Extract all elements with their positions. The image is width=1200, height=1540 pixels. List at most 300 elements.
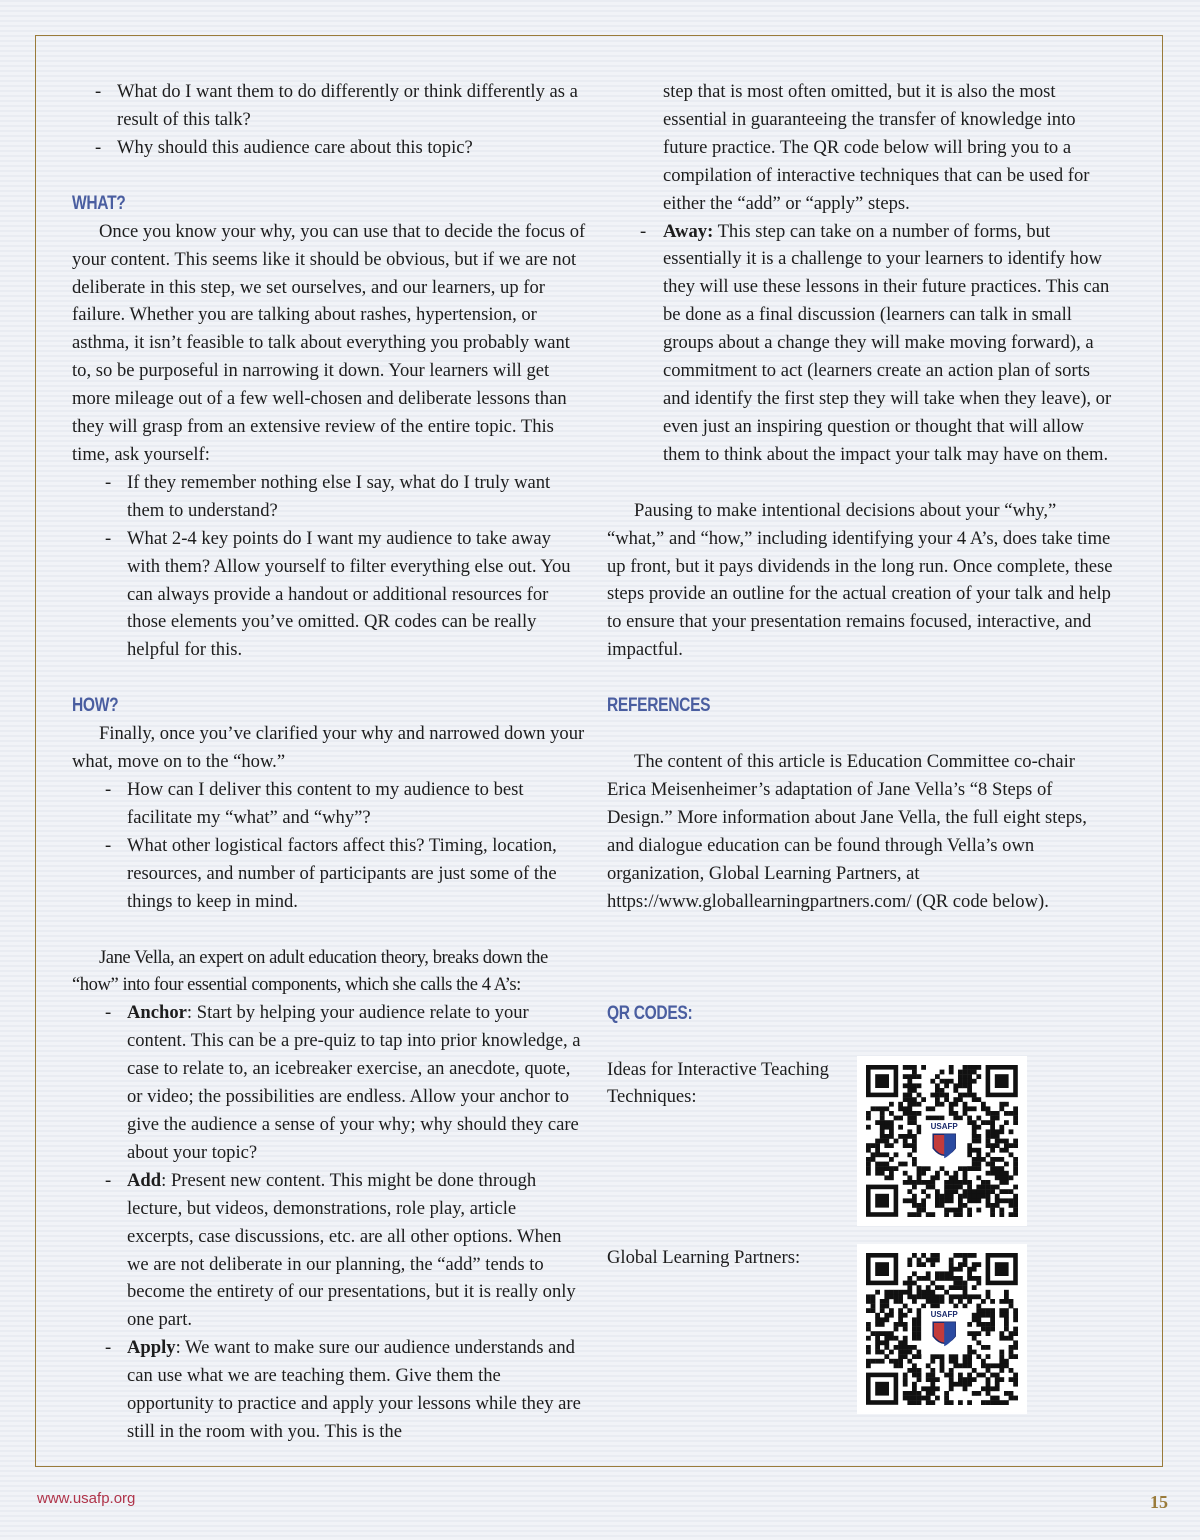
qr-module — [953, 1175, 958, 1180]
qr-module — [875, 1170, 880, 1175]
qr-module — [958, 1381, 963, 1386]
qr-module — [1009, 1345, 1014, 1350]
qr-module — [917, 1262, 922, 1267]
qr-module — [875, 1345, 880, 1350]
qr-module — [1009, 1143, 1014, 1148]
qr-module — [986, 1368, 991, 1373]
list-item: - If they remember nothing else I say, what do I truly want them to understand? — [72, 469, 587, 525]
qr-module — [880, 1349, 885, 1354]
qr-module — [963, 1280, 968, 1285]
qr-module — [930, 1391, 935, 1396]
four-as-list — [72, 999, 587, 1446]
qr-module — [1009, 1368, 1014, 1373]
qr-module — [912, 1317, 917, 1322]
qr-module — [907, 1289, 912, 1294]
qr-module — [953, 1212, 958, 1217]
qr-module — [958, 1266, 963, 1271]
qr-module — [930, 1175, 935, 1180]
qr-module — [944, 1207, 949, 1212]
qr-module — [912, 1198, 917, 1203]
qr-module — [930, 1212, 935, 1217]
qr-module — [930, 1368, 935, 1373]
qr-module — [880, 1166, 885, 1171]
qr-module — [940, 1078, 945, 1083]
qr-module — [935, 1097, 940, 1102]
qr-module — [903, 1138, 908, 1143]
qr-module — [999, 1138, 1004, 1143]
qr-module — [880, 1340, 885, 1345]
qr-module — [999, 1358, 1004, 1363]
qr-module — [935, 1083, 940, 1088]
qr-module — [921, 1203, 926, 1208]
qr-module — [976, 1134, 981, 1139]
qr-module — [1013, 1381, 1018, 1386]
qr-module — [1004, 1299, 1009, 1304]
qr-module — [1013, 1161, 1018, 1166]
qr-module — [953, 1381, 958, 1386]
qr-module — [1013, 1354, 1018, 1359]
qr-module — [880, 1124, 885, 1129]
qr-module — [944, 1271, 949, 1276]
qr-module — [917, 1074, 922, 1079]
qr-module — [917, 1368, 922, 1373]
qr-module — [898, 1349, 903, 1354]
qr-module — [944, 1170, 949, 1175]
qr-module — [986, 1400, 991, 1405]
qr-module — [972, 1391, 977, 1396]
qr-module — [990, 1189, 995, 1194]
qr-module — [875, 1120, 880, 1125]
qr-module — [944, 1276, 949, 1281]
qr-module — [972, 1193, 977, 1198]
qr-row-interactive — [607, 1056, 1117, 1226]
qr-module — [907, 1198, 912, 1203]
qr-module — [889, 1312, 894, 1317]
qr-module — [921, 1170, 926, 1175]
qr-module — [999, 1175, 1004, 1180]
qr-module — [889, 1175, 894, 1180]
qr-module — [967, 1377, 972, 1382]
qr-module — [963, 1065, 968, 1070]
qr-module — [981, 1180, 986, 1185]
qr-module — [926, 1289, 931, 1294]
qr-module — [990, 1207, 995, 1212]
qr-module — [912, 1101, 917, 1106]
qr-module — [935, 1257, 940, 1262]
qr-module — [884, 1345, 889, 1350]
qr-module — [884, 1138, 889, 1143]
qr-module — [972, 1285, 977, 1290]
qr-module — [898, 1317, 903, 1322]
qr-module — [871, 1143, 876, 1148]
qr-finder-inner — [995, 1262, 1009, 1276]
qr-module — [940, 1358, 945, 1363]
away-bullet-list — [607, 218, 1117, 469]
qr-module — [912, 1271, 917, 1276]
qr-module — [880, 1161, 885, 1166]
qr-module — [999, 1180, 1004, 1185]
qr-module — [926, 1386, 931, 1391]
qr-module — [990, 1143, 995, 1148]
qr-module — [875, 1106, 880, 1111]
qr-module — [903, 1143, 908, 1148]
add-term: Add — [127, 1169, 162, 1191]
qr-module — [986, 1180, 991, 1185]
qr-module — [917, 1317, 922, 1322]
qr-module — [944, 1092, 949, 1097]
qr-module — [912, 1326, 917, 1331]
qr-module — [976, 1189, 981, 1194]
qr-module — [976, 1166, 981, 1171]
qr-module — [967, 1207, 972, 1212]
how-paragraph: Finally, once you’ve clarified your why and narrowed down your what, move on to the “how.” — [72, 723, 585, 773]
qr-module — [976, 1157, 981, 1162]
qr-module — [912, 1115, 917, 1120]
qr-module — [907, 1257, 912, 1262]
qr-module — [903, 1381, 908, 1386]
qr-module — [1004, 1120, 1009, 1125]
qr-module — [1004, 1111, 1009, 1116]
qr-module — [1004, 1312, 1009, 1317]
qr-module — [866, 1124, 871, 1129]
qr-module — [944, 1083, 949, 1088]
qr-module — [880, 1106, 885, 1111]
qr-module — [912, 1299, 917, 1304]
qr-module — [912, 1386, 917, 1391]
qr-module — [898, 1322, 903, 1327]
qr-module — [963, 1257, 968, 1262]
qr-module — [967, 1354, 972, 1359]
qr-module — [981, 1299, 986, 1304]
qr-module — [963, 1289, 968, 1294]
qr-module — [949, 1266, 954, 1271]
apply-continued-text: step that is most often omitted, but it is also the most essential in guaranteeing the transfer of knowledge into future practice. The QR code below will bring you to a compilation of interactive techniques that can be used for either the “add” or “apply” steps. — [663, 81, 1090, 214]
qr-module — [898, 1115, 903, 1120]
qr-module — [940, 1092, 945, 1097]
qr-row-glp — [607, 1244, 1117, 1414]
qr-module — [967, 1074, 972, 1079]
qr-module — [958, 1280, 963, 1285]
qr-module — [953, 1253, 958, 1258]
qr-module — [875, 1335, 880, 1340]
anchor-text: : Start by helping your audience relate to your content. This can be a pre-quiz to tap into prior knowledge, a case to relate to, an icebreaker exercise, an anecdote, quote, or video; the possibilities are endless. Allow your anchor to give the audience a sense of your why; why should they care about your topic? — [127, 1002, 581, 1163]
qr-module — [921, 1097, 926, 1102]
apply-term: Apply — [127, 1337, 176, 1359]
qr-module — [949, 1262, 954, 1267]
qr-module — [972, 1317, 977, 1322]
qr-module — [986, 1143, 991, 1148]
qr-module — [926, 1106, 931, 1111]
qr-module — [912, 1065, 917, 1070]
qr-module — [1004, 1138, 1009, 1143]
qr-code-interactive-techniques[interactable] — [857, 1056, 1027, 1226]
qr-module — [912, 1180, 917, 1185]
qr-module — [958, 1193, 963, 1198]
qr-module — [967, 1180, 972, 1185]
qr-module — [963, 1377, 968, 1382]
qr-module — [958, 1212, 963, 1217]
qr-module — [949, 1294, 954, 1299]
qr-module — [894, 1166, 899, 1171]
qr-module — [995, 1381, 1000, 1386]
qr-module — [972, 1253, 977, 1258]
qr-module — [907, 1134, 912, 1139]
list-item: - What other logistical factors affect this? Timing, location, resources, and number of participants are just some of the things to keep in mind. — [72, 832, 587, 916]
qr-module — [1004, 1294, 1009, 1299]
qr-module — [912, 1097, 917, 1102]
qr-module — [907, 1180, 912, 1185]
qr-module — [953, 1170, 958, 1175]
qr-module — [917, 1308, 922, 1313]
qr-module — [981, 1345, 986, 1350]
qr-module — [990, 1322, 995, 1327]
qr-module — [972, 1065, 977, 1070]
qr-module — [999, 1308, 1004, 1313]
qr-module — [894, 1335, 899, 1340]
qr-module — [972, 1335, 977, 1340]
away-term: Away: — [663, 220, 714, 242]
qr-module — [917, 1335, 922, 1340]
qr-module — [894, 1152, 899, 1157]
qr-module — [967, 1069, 972, 1074]
qr-module — [912, 1354, 917, 1359]
qr-module — [995, 1363, 1000, 1368]
qr-module — [976, 1340, 981, 1345]
qr-module — [963, 1294, 968, 1299]
qr-module — [907, 1143, 912, 1148]
qr-module — [958, 1262, 963, 1267]
what-bullet-list — [72, 469, 587, 664]
qr-module — [884, 1289, 889, 1294]
qr-module — [903, 1106, 908, 1111]
qr-module — [963, 1381, 968, 1386]
qr-module — [1009, 1299, 1014, 1304]
qr-module — [990, 1363, 995, 1368]
qr-module — [967, 1193, 972, 1198]
intro-bullet-list — [72, 78, 587, 162]
qr-module — [930, 1115, 935, 1120]
qr-module — [889, 1349, 894, 1354]
qr-module — [976, 1262, 981, 1267]
qr-module — [958, 1092, 963, 1097]
qr-module — [917, 1101, 922, 1106]
qr-module — [907, 1349, 912, 1354]
qr-module — [884, 1303, 889, 1308]
qr-module — [963, 1189, 968, 1194]
qr-module — [889, 1358, 894, 1363]
qr-module — [1013, 1326, 1018, 1331]
usafp-logo-text: USAFP — [930, 1309, 958, 1319]
qr-module — [926, 1391, 931, 1396]
qr-module — [935, 1092, 940, 1097]
qr-module — [894, 1138, 899, 1143]
qr-module — [930, 1092, 935, 1097]
qr-module — [935, 1088, 940, 1093]
qr-module — [999, 1166, 1004, 1171]
qr-module — [912, 1203, 917, 1208]
qr-module — [963, 1358, 968, 1363]
qr-module — [1009, 1391, 1014, 1396]
qr-module — [903, 1083, 908, 1088]
qr-module — [898, 1354, 903, 1359]
qr-module — [889, 1129, 894, 1134]
qr-module — [986, 1345, 991, 1350]
qr-module — [880, 1303, 885, 1308]
qr-module — [986, 1111, 991, 1116]
qr-module — [967, 1065, 972, 1070]
qr-module — [1013, 1308, 1018, 1313]
qr-module — [999, 1377, 1004, 1382]
qr-module — [926, 1180, 931, 1185]
qr-module — [963, 1069, 968, 1074]
qr-module — [995, 1143, 1000, 1148]
qr-module — [907, 1276, 912, 1281]
qr-module — [930, 1253, 935, 1258]
qr-module — [967, 1331, 972, 1336]
qr-module — [889, 1143, 894, 1148]
qr-module — [875, 1322, 880, 1327]
qr-module — [898, 1308, 903, 1313]
qr-module — [963, 1074, 968, 1079]
qr-module — [981, 1101, 986, 1106]
qr-module — [912, 1111, 917, 1116]
qr-module — [917, 1124, 922, 1129]
qr-module — [1013, 1340, 1018, 1345]
qr-module — [935, 1294, 940, 1299]
qr-module — [1013, 1111, 1018, 1116]
qr-module — [926, 1285, 931, 1290]
qr-module — [903, 1198, 908, 1203]
qr-module — [1013, 1345, 1018, 1350]
qr-module — [976, 1276, 981, 1281]
qr-module — [963, 1262, 968, 1267]
qr-module — [894, 1289, 899, 1294]
qr-module — [944, 1193, 949, 1198]
qr-module — [963, 1078, 968, 1083]
qr-module — [940, 1276, 945, 1281]
qr-module — [958, 1363, 963, 1368]
qr-module — [917, 1170, 922, 1175]
qr-module — [953, 1207, 958, 1212]
qr-module — [907, 1345, 912, 1350]
qr-module — [999, 1312, 1004, 1317]
qr-module — [976, 1308, 981, 1313]
qr-module — [967, 1189, 972, 1194]
qr-module — [907, 1400, 912, 1405]
qr-module — [940, 1069, 945, 1074]
qr-module — [972, 1368, 977, 1373]
qr-module — [884, 1152, 889, 1157]
qr-module — [949, 1358, 954, 1363]
qr-module — [972, 1349, 977, 1354]
qr-module — [981, 1312, 986, 1317]
qr-module — [963, 1203, 968, 1208]
qr-module — [917, 1111, 922, 1116]
qr-module — [898, 1134, 903, 1139]
qr-module — [958, 1097, 963, 1102]
qr-code-global-learning-partners[interactable] — [857, 1244, 1027, 1414]
qr-code-icon — [857, 1056, 1027, 1226]
qr-module — [944, 1180, 949, 1185]
qr-module — [995, 1170, 1000, 1175]
qr-module — [986, 1134, 991, 1139]
qr-module — [875, 1143, 880, 1148]
qr-module — [875, 1358, 880, 1363]
qr-finder-inner — [995, 1074, 1009, 1088]
qr-module — [976, 1317, 981, 1322]
qr-module — [917, 1354, 922, 1359]
qr-module — [940, 1115, 945, 1120]
qr-module — [1009, 1335, 1014, 1340]
qr-module — [871, 1157, 876, 1162]
qr-module — [949, 1101, 954, 1106]
qr-module — [935, 1285, 940, 1290]
qr-module — [1013, 1203, 1018, 1208]
qr-module — [986, 1120, 991, 1125]
qr-module — [875, 1312, 880, 1317]
qr-module — [972, 1189, 977, 1194]
qr-module — [976, 1280, 981, 1285]
qr-module — [981, 1400, 986, 1405]
qr-module — [976, 1065, 981, 1070]
qr-module — [1004, 1326, 1009, 1331]
qr-module — [999, 1101, 1004, 1106]
qr-module — [1013, 1193, 1018, 1198]
qr-module — [917, 1083, 922, 1088]
qr-module — [912, 1147, 917, 1152]
qr-module — [871, 1308, 876, 1313]
qr-module — [967, 1115, 972, 1120]
qr-module — [907, 1368, 912, 1373]
qr-module — [912, 1391, 917, 1396]
qr-module — [976, 1115, 981, 1120]
qr-module — [917, 1391, 922, 1396]
qr-module — [949, 1372, 954, 1377]
qr-module — [894, 1363, 899, 1368]
qr-module — [976, 1193, 981, 1198]
qr-module — [917, 1175, 922, 1180]
qr-module — [949, 1354, 954, 1359]
qr-module — [921, 1294, 926, 1299]
qr-module — [976, 1138, 981, 1143]
qr-module — [921, 1253, 926, 1258]
qr-module — [935, 1253, 940, 1258]
footer-url-link[interactable]: www.usafp.org — [37, 1490, 136, 1507]
qr-module — [949, 1381, 954, 1386]
qr-module — [995, 1115, 1000, 1120]
qr-module — [953, 1354, 958, 1359]
qr-module — [917, 1349, 922, 1354]
qr-module — [884, 1354, 889, 1359]
qr-module — [976, 1391, 981, 1396]
qr-module — [986, 1138, 991, 1143]
anchor-term: Anchor — [127, 1002, 187, 1024]
qr-module — [889, 1134, 894, 1139]
pausing-paragraph: Pausing to make intentional decisions about your “why,” “what,” and “how,” including identifying your 4 A’s, does take time up front, but it pays dividends in the long run. Once complete, these steps provide an outline for the actual creation of your talk and help to ensure that your presentation remains focused, interactive, and impactful. — [607, 499, 1113, 661]
qr-module — [972, 1294, 977, 1299]
qr-module — [912, 1083, 917, 1088]
list-item-away — [607, 218, 1117, 469]
qr-module — [995, 1395, 1000, 1400]
qr-module — [940, 1271, 945, 1276]
qr-module — [880, 1317, 885, 1322]
qr-module — [907, 1097, 912, 1102]
qr-module — [930, 1354, 935, 1359]
qr-module — [903, 1134, 908, 1139]
qr-module — [967, 1092, 972, 1097]
qr-module — [926, 1193, 931, 1198]
qr-module — [884, 1134, 889, 1139]
